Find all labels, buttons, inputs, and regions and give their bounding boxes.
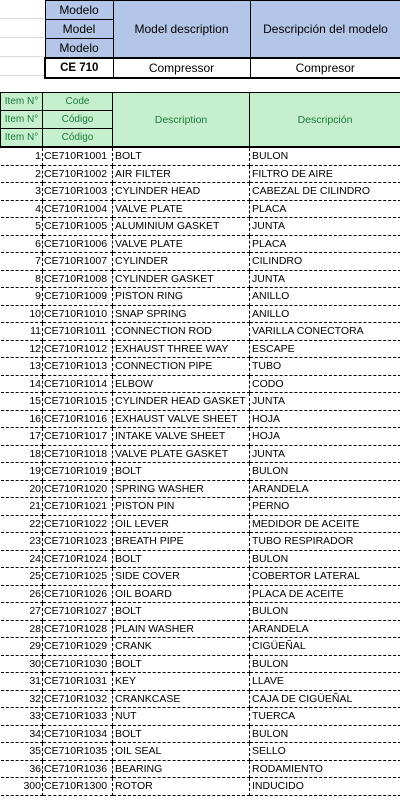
description-header[interactable]: Description [113, 93, 250, 148]
part-code-cell[interactable]: CE710R1300 [43, 778, 113, 796]
part-code-cell[interactable]: CE710R1004 [43, 200, 113, 218]
description-cell[interactable]: SIDE COVER [113, 568, 250, 586]
description-cell-es[interactable]: COBERTOR LATERAL [250, 568, 400, 586]
item-number-cell[interactable]: 19 [1, 463, 43, 481]
item-number-cell[interactable]: 29 [1, 638, 43, 656]
model-label-cell[interactable]: Modelo [45, 1, 113, 20]
model-value-cell-es[interactable]: Compresor [250, 58, 400, 78]
description-cell-es[interactable]: CILINDRO [250, 253, 400, 271]
description-cell[interactable]: PISTON PIN [113, 498, 250, 516]
table-row [1, 218, 400, 236]
item-number-cell[interactable]: 36 [1, 760, 43, 778]
item-number-cell[interactable]: 34 [1, 725, 43, 743]
description-cell-es[interactable]: PLACA DE ACEITE [250, 585, 400, 603]
table-row [1, 288, 400, 306]
description-cell[interactable]: BOLT [113, 463, 250, 481]
part-code-cell[interactable]: CE710R1017 [43, 428, 113, 446]
item-number-cell[interactable]: 35 [1, 743, 43, 761]
part-code-cell[interactable]: CE710R1014 [43, 375, 113, 393]
item-number-cell[interactable]: 18 [1, 445, 43, 463]
description-cell[interactable]: NUT [113, 708, 250, 726]
item-number-cell[interactable]: 31 [1, 673, 43, 691]
description-cell[interactable]: BOLT [113, 603, 250, 621]
table-row [1, 778, 400, 796]
description-cell[interactable]: INTAKE VALVE SHEET [113, 428, 250, 446]
description-cell[interactable]: CRANK [113, 638, 250, 656]
item-number-cell[interactable]: 23 [1, 533, 43, 551]
table-row [1, 760, 400, 778]
description-cell-es[interactable]: LLAVE [250, 673, 400, 691]
table-row [1, 480, 400, 498]
part-code-cell[interactable]: CE710R1013 [43, 358, 113, 376]
part-code-cell[interactable]: CE710R1021 [43, 498, 113, 516]
item-number-cell[interactable]: 13 [1, 358, 43, 376]
table-row [1, 498, 400, 516]
part-code-cell[interactable]: CE710R1024 [43, 550, 113, 568]
description-cell-es[interactable]: ESCAPE [250, 340, 400, 358]
parts-table-body [1, 147, 400, 795]
item-number-cell[interactable]: 12 [1, 340, 43, 358]
table-row [1, 585, 400, 603]
item-number-header[interactable]: Item N° [1, 111, 43, 129]
part-code-cell[interactable]: CE710R1012 [43, 340, 113, 358]
table-row [1, 183, 400, 201]
description-cell-es[interactable]: CODO [250, 375, 400, 393]
item-number-cell[interactable]: 5 [1, 218, 43, 236]
item-number-cell[interactable]: 300 [1, 778, 43, 796]
item-number-cell[interactable]: 16 [1, 410, 43, 428]
item-number-cell[interactable]: 32 [1, 690, 43, 708]
table-row [1, 620, 400, 638]
table-row [1, 515, 400, 533]
description-header-es[interactable]: Descripción [250, 93, 400, 148]
description-cell[interactable]: CONNECTION PIPE [113, 358, 250, 376]
description-cell[interactable]: OIL LEVER [113, 515, 250, 533]
description-cell-es[interactable]: RODAMIENTO [250, 760, 400, 778]
item-number-cell[interactable]: 15 [1, 393, 43, 411]
description-cell[interactable]: CYLINDER HEAD [113, 183, 250, 201]
description-cell-es[interactable]: BULON [250, 655, 400, 673]
description-cell-es[interactable]: BULON [250, 147, 400, 165]
description-cell-es[interactable]: ARANDELA [250, 480, 400, 498]
table-row [1, 410, 400, 428]
item-number-cell[interactable]: 3 [1, 183, 43, 201]
description-cell-es[interactable]: INDUCIDO [250, 778, 400, 796]
part-code-cell[interactable]: CE710R1036 [43, 760, 113, 778]
item-number-cell[interactable]: 21 [1, 498, 43, 516]
model-value-cell[interactable]: Compressor [113, 58, 250, 78]
model-header-table [44, 0, 400, 79]
table-row [1, 725, 400, 743]
part-code-cell[interactable]: CE710R1032 [43, 690, 113, 708]
part-code-cell[interactable]: CE710R1026 [43, 585, 113, 603]
description-cell-es[interactable]: JUNTA [250, 270, 400, 288]
item-number-cell[interactable]: 6 [1, 235, 43, 253]
table-row [1, 708, 400, 726]
code-header[interactable]: Código [43, 111, 113, 129]
table-row [1, 165, 400, 183]
part-code-cell[interactable]: CE710R1003 [43, 183, 113, 201]
description-cell[interactable]: BOLT [113, 550, 250, 568]
description-cell[interactable]: PLAIN WASHER [113, 620, 250, 638]
description-cell[interactable]: CYLINDER GASKET [113, 270, 250, 288]
table-row [1, 428, 400, 446]
table-row [1, 568, 400, 586]
description-cell-es[interactable]: ANILLO [250, 305, 400, 323]
table-row [1, 673, 400, 691]
table-row [1, 743, 400, 761]
description-cell-es[interactable]: CIGÜEÑAL [250, 638, 400, 656]
description-cell[interactable]: VALVE PLATE [113, 200, 250, 218]
item-number-header[interactable]: Item N° [1, 93, 43, 111]
description-cell[interactable]: ELBOW [113, 375, 250, 393]
description-cell[interactable]: CRANKCASE [113, 690, 250, 708]
table-row [1, 270, 400, 288]
part-code-cell[interactable]: CE710R1027 [43, 603, 113, 621]
part-code-cell[interactable]: CE710R1034 [43, 725, 113, 743]
model-label-cell[interactable]: Model [45, 20, 113, 39]
part-code-cell[interactable]: CE710R1002 [43, 165, 113, 183]
model-description-header-es[interactable]: Descripción del modelo [250, 1, 400, 59]
description-cell[interactable]: CYLINDER [113, 253, 250, 271]
description-cell[interactable]: SNAP SPRING [113, 305, 250, 323]
description-cell-es[interactable]: PERNO [250, 498, 400, 516]
description-cell[interactable]: ROTOR [113, 778, 250, 796]
table-row [1, 690, 400, 708]
part-code-cell[interactable]: CE710R1020 [43, 480, 113, 498]
part-code-cell[interactable]: CE710R1006 [43, 235, 113, 253]
description-cell-es[interactable]: CAJA DE CIGÜEÑAL [250, 690, 400, 708]
table-row [1, 463, 400, 481]
item-number-cell[interactable]: 7 [1, 253, 43, 271]
description-cell-es[interactable]: PLACA [250, 200, 400, 218]
part-code-cell[interactable]: CE710R1007 [43, 253, 113, 271]
description-cell-es[interactable]: HOJA [250, 410, 400, 428]
part-code-cell[interactable]: CE710R1030 [43, 655, 113, 673]
description-cell[interactable]: BREATH PIPE [113, 533, 250, 551]
description-cell-es[interactable]: BULON [250, 463, 400, 481]
part-code-cell[interactable]: CE710R1005 [43, 218, 113, 236]
part-code-cell[interactable]: CE710R1025 [43, 568, 113, 586]
description-cell[interactable]: VALVE PLATE [113, 235, 250, 253]
description-cell-es[interactable]: CABEZAL DE CILINDRO [250, 183, 400, 201]
description-cell-es[interactable]: PLACA [250, 235, 400, 253]
item-number-cell[interactable]: 30 [1, 655, 43, 673]
item-number-cell[interactable]: 27 [1, 603, 43, 621]
part-code-cell[interactable]: CE710R1019 [43, 463, 113, 481]
description-cell[interactable]: CONNECTION ROD [113, 323, 250, 341]
part-code-cell[interactable]: CE710R1010 [43, 305, 113, 323]
code-header[interactable]: Code [43, 93, 113, 111]
item-number-cell[interactable]: 17 [1, 428, 43, 446]
description-cell[interactable]: KEY [113, 673, 250, 691]
table-row [1, 305, 400, 323]
item-number-cell[interactable]: 8 [1, 270, 43, 288]
model-description-header[interactable]: Model description [113, 1, 250, 59]
description-cell-es[interactable]: SELLO [250, 743, 400, 761]
description-cell-es[interactable]: TUERCA [250, 708, 400, 726]
part-code-cell[interactable]: CE710R1008 [43, 270, 113, 288]
part-code-cell[interactable]: CE710R1033 [43, 708, 113, 726]
item-number-cell[interactable]: 26 [1, 585, 43, 603]
table-row [1, 253, 400, 271]
description-cell[interactable]: OIL BOARD [113, 585, 250, 603]
item-number-cell[interactable]: 9 [1, 288, 43, 306]
table-row [1, 393, 400, 411]
description-cell-es[interactable]: ARANDELA [250, 620, 400, 638]
table-row [1, 445, 400, 463]
item-number-cell[interactable]: 4 [1, 200, 43, 218]
description-cell[interactable]: AIR FILTER [113, 165, 250, 183]
description-cell[interactable]: BEARING [113, 760, 250, 778]
description-cell[interactable]: CYLINDER HEAD GASKET [113, 393, 250, 411]
part-code-cell[interactable]: CE710R1016 [43, 410, 113, 428]
description-cell-es[interactable]: VARILLA CONECTORA [250, 323, 400, 341]
part-code-cell[interactable]: CE710R1001 [43, 147, 113, 165]
part-code-cell[interactable]: CE710R1022 [43, 515, 113, 533]
table-row [1, 147, 400, 165]
item-number-cell[interactable]: 1 [1, 147, 43, 165]
part-code-cell[interactable]: CE710R1011 [43, 323, 113, 341]
part-code-cell[interactable]: CE710R1035 [43, 743, 113, 761]
description-cell-es[interactable]: JUNTA [250, 393, 400, 411]
description-cell-es[interactable]: BULON [250, 725, 400, 743]
description-cell[interactable]: EXHAUST VALVE SHEET [113, 410, 250, 428]
item-number-cell[interactable]: 2 [1, 165, 43, 183]
description-cell-es[interactable]: FILTRO DE AIRE [250, 165, 400, 183]
description-cell[interactable]: ALUMINIUM GASKET [113, 218, 250, 236]
table-row [1, 655, 400, 673]
item-number-cell[interactable]: 33 [1, 708, 43, 726]
description-cell-es[interactable]: BULON [250, 603, 400, 621]
model-number-cell[interactable]: CE 710 [45, 58, 113, 78]
table-row [1, 200, 400, 218]
description-cell-es[interactable]: TUBO RESPIRADOR [250, 533, 400, 551]
description-cell[interactable]: OIL SEAL [113, 743, 250, 761]
item-number-cell[interactable]: 10 [1, 305, 43, 323]
description-cell-es[interactable]: MEDIDOR DE ACEITE [250, 515, 400, 533]
empty-grid-cells [0, 0, 44, 92]
item-number-cell[interactable]: 14 [1, 375, 43, 393]
description-cell[interactable]: PISTON RING [113, 288, 250, 306]
description-cell-es[interactable]: JUNTA [250, 218, 400, 236]
table-row [1, 235, 400, 253]
description-cell[interactable]: BOLT [113, 655, 250, 673]
table-row [1, 550, 400, 568]
description-cell-es[interactable]: TUBO [250, 358, 400, 376]
table-row [1, 533, 400, 551]
table-row [1, 638, 400, 656]
description-cell-es[interactable]: JUNTA [250, 445, 400, 463]
part-code-cell[interactable]: CE710R1023 [43, 533, 113, 551]
parts-table [0, 92, 400, 796]
table-row [1, 603, 400, 621]
item-number-cell[interactable]: 11 [1, 323, 43, 341]
part-code-cell[interactable]: CE710R1031 [43, 673, 113, 691]
part-code-cell[interactable]: CE710R1028 [43, 620, 113, 638]
part-code-cell[interactable]: CE710R1018 [43, 445, 113, 463]
description-cell-es[interactable]: HOJA [250, 428, 400, 446]
model-label-cell[interactable]: Modelo [45, 39, 113, 59]
item-number-cell[interactable]: 28 [1, 620, 43, 638]
item-number-cell[interactable]: 20 [1, 480, 43, 498]
part-code-cell[interactable]: CE710R1009 [43, 288, 113, 306]
item-number-header[interactable]: Item N° [1, 129, 43, 148]
description-cell[interactable]: EXHAUST THREE WAY [113, 340, 250, 358]
code-header[interactable]: Código [43, 129, 113, 148]
table-row [1, 323, 400, 341]
description-cell-es[interactable]: ANILLO [250, 288, 400, 306]
item-number-cell[interactable]: 22 [1, 515, 43, 533]
item-number-cell[interactable]: 25 [1, 568, 43, 586]
table-row [1, 358, 400, 376]
part-code-cell[interactable]: CE710R1015 [43, 393, 113, 411]
description-cell[interactable]: BOLT [113, 725, 250, 743]
description-cell[interactable]: SPRING WASHER [113, 480, 250, 498]
table-row [1, 375, 400, 393]
description-cell[interactable]: VALVE PLATE GASKET [113, 445, 250, 463]
table-row [1, 340, 400, 358]
part-code-cell[interactable]: CE710R1029 [43, 638, 113, 656]
description-cell-es[interactable]: BULON [250, 550, 400, 568]
description-cell[interactable]: BOLT [113, 147, 250, 165]
item-number-cell[interactable]: 24 [1, 550, 43, 568]
